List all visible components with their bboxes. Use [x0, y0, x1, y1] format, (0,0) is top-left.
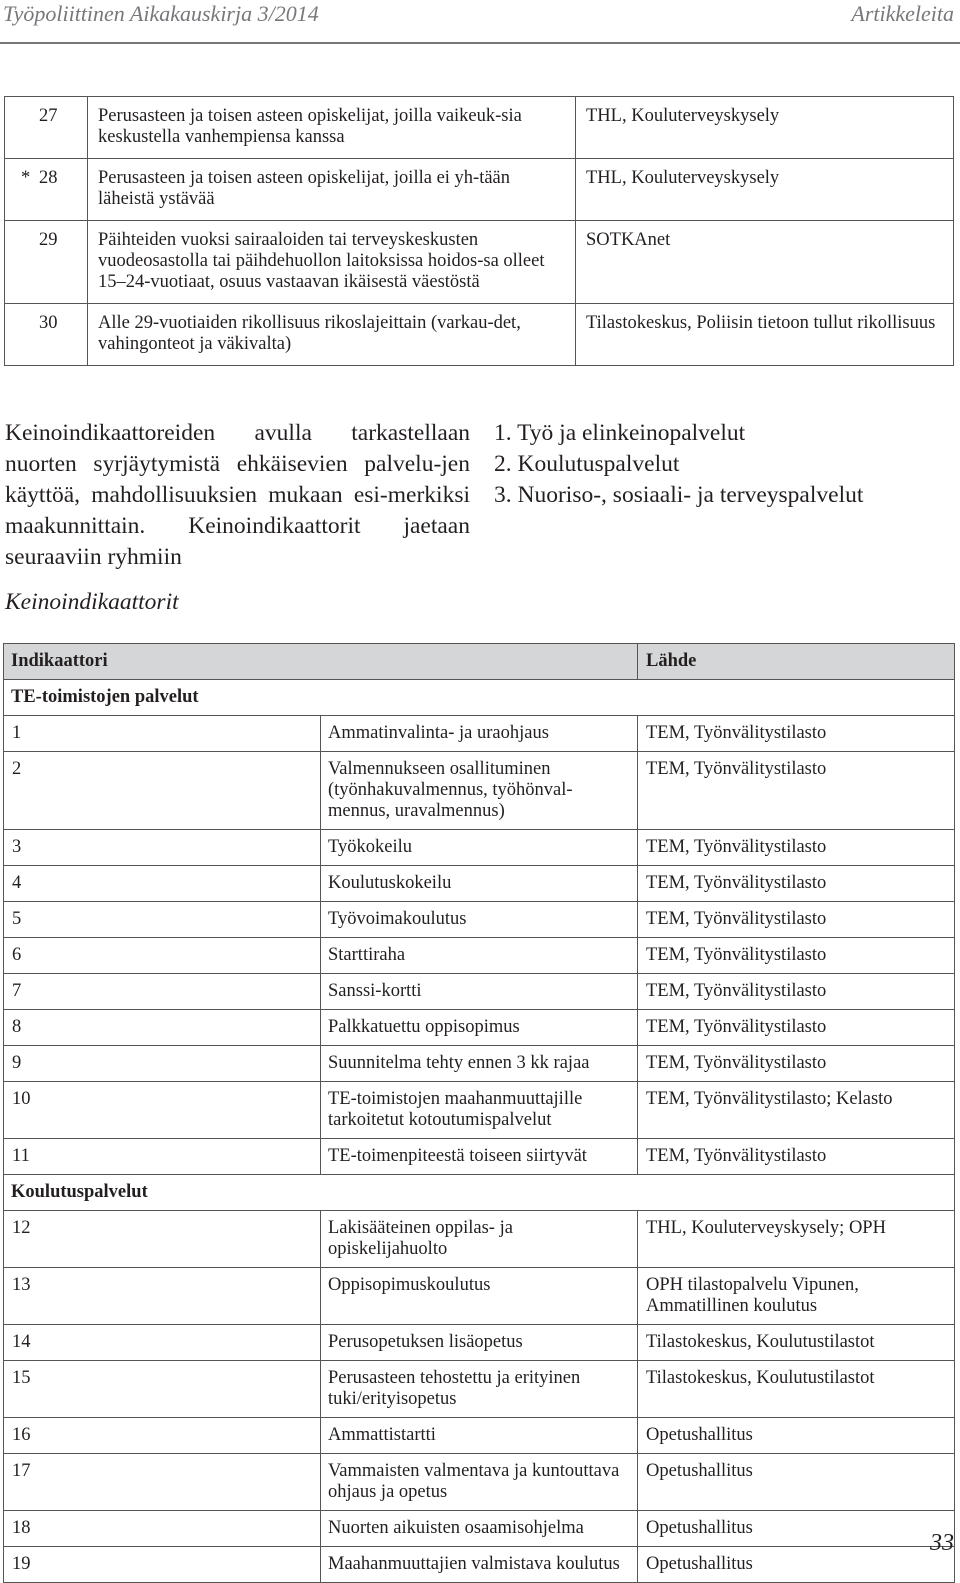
group-title: TE-toimistojen palvelut	[4, 680, 955, 716]
header-indicator: Indikaattori	[4, 644, 638, 680]
row-indicator: Lakisääteinen oppilas- ja opiskelijahuolto	[321, 1211, 638, 1268]
row-marker	[5, 221, 32, 304]
row-number: 30	[31, 304, 88, 366]
row-indicator: Perusasteen ja toisen asteen opiskelijat, joilla ei yh-tään läheistä ystävää	[88, 159, 576, 221]
indicator-table	[3, 643, 955, 1583]
row-indicator: Työvoimakoulutus	[321, 902, 638, 938]
group-list-item: 3. Nuoriso-, sosiaali- ja terveyspalvelut	[494, 482, 864, 508]
table-row	[5, 97, 954, 159]
row-number: 14	[4, 1325, 321, 1361]
row-source: Opetushallitus	[638, 1547, 955, 1583]
row-indicator: Koulutuskokeilu	[321, 866, 638, 902]
row-marker	[5, 304, 32, 366]
group-list	[494, 418, 934, 511]
row-indicator: Perusasteen tehostettu ja erityinen tuki/erityisopetus	[321, 1361, 638, 1418]
row-number: 12	[4, 1211, 321, 1268]
group-row	[4, 1175, 955, 1211]
table-header-row	[4, 644, 955, 680]
row-indicator: Perusasteen ja toisen asteen opiskelijat, joilla vaikeuk-sia keskustella vanhempiensa kanssa	[88, 97, 576, 159]
table-row	[4, 1454, 955, 1511]
table-row	[4, 902, 955, 938]
row-source: TEM, Työnvälitystilasto	[638, 974, 955, 1010]
row-source: TEM, Työnvälitystilasto	[638, 938, 955, 974]
row-source: Tilastokeskus, Poliisin tietoon tullut rikollisuus	[576, 304, 954, 366]
group-title: Koulutuspalvelut	[4, 1175, 955, 1211]
row-source: THL, Kouluterveyskysely; OPH	[638, 1211, 955, 1268]
body-paragraph: Keinoindikaattoreiden avulla tarkastellaan nuorten syrjäytymistä ehkäisevien palvelu-jen käyttöä, mahdollisuuksien mukaan esi-merkiksi maakunnittain. Keinoindikaattorit jaetaan seuraaviin ryhmiin	[5, 420, 470, 570]
row-source: THL, Kouluterveyskysely	[576, 159, 954, 221]
row-source: TEM, Työnvälitystilasto	[638, 1139, 955, 1175]
row-source: TEM, Työnvälitystilasto	[638, 1046, 955, 1082]
group-list-item: 1. Työ ja elinkeinopalvelut	[494, 420, 746, 446]
table-row	[4, 1325, 955, 1361]
row-source: TEM, Työnvälitystilasto	[638, 902, 955, 938]
row-number: 15	[4, 1361, 321, 1418]
header-source: Lähde	[638, 644, 955, 680]
row-source: Tilastokeskus, Koulutustilastot	[638, 1325, 955, 1361]
row-indicator: Nuorten aikuisten osaamisohjelma	[321, 1511, 638, 1547]
row-number: 9	[4, 1046, 321, 1082]
row-number: 19	[4, 1547, 321, 1583]
row-number: 2	[4, 752, 321, 830]
row-source: TEM, Työnvälitystilasto	[638, 866, 955, 902]
table-row	[5, 221, 954, 304]
journal-title: Työpoliittinen Aikakauskirja 3/2014	[3, 1, 319, 26]
section-title: Keinoindikaattorit	[5, 589, 179, 615]
row-indicator: Vammaisten valmentava ja kuntouttava ohjaus ja opetus	[321, 1454, 638, 1511]
table-row	[4, 1511, 955, 1547]
table-row	[4, 938, 955, 974]
row-source: Opetushallitus	[638, 1418, 955, 1454]
row-number: 4	[4, 866, 321, 902]
running-header	[0, 0, 960, 40]
table-row	[4, 1361, 955, 1418]
row-source: THL, Kouluterveyskysely	[576, 97, 954, 159]
row-indicator: Alle 29-vuotiaiden rikollisuus rikoslajeittain (varkau-det, vahingonteot ja väkivalta)	[88, 304, 576, 366]
row-source: Opetushallitus	[638, 1511, 955, 1547]
row-source: Tilastokeskus, Koulutustilastot	[638, 1361, 955, 1418]
continuation-table	[4, 96, 954, 366]
row-indicator: TE-toimistojen maahanmuuttajille tarkoitetut kotoutumispalvelut	[321, 1082, 638, 1139]
row-indicator: Palkkatuettu oppisopimus	[321, 1010, 638, 1046]
row-number: 6	[4, 938, 321, 974]
table-row	[4, 1010, 955, 1046]
row-source: TEM, Työnvälitystilasto	[638, 1010, 955, 1046]
row-source: TEM, Työnvälitystilasto; Kelasto	[638, 1082, 955, 1139]
row-number: 16	[4, 1418, 321, 1454]
row-marker: *	[5, 159, 32, 221]
row-source: SOTKAnet	[576, 221, 954, 304]
table-row	[4, 1268, 955, 1325]
group-row	[4, 680, 955, 716]
header-rule	[0, 42, 960, 44]
row-number: 10	[4, 1082, 321, 1139]
table-row	[4, 1418, 955, 1454]
row-source: OPH tilastopalvelu Vipunen, Ammatillinen koulutus	[638, 1268, 955, 1325]
row-number: 18	[4, 1511, 321, 1547]
row-marker	[5, 97, 32, 159]
row-number: 11	[4, 1139, 321, 1175]
row-indicator: Perusopetuksen lisäopetus	[321, 1325, 638, 1361]
table-row	[4, 752, 955, 830]
row-number: 13	[4, 1268, 321, 1325]
table-row	[5, 304, 954, 366]
row-source: Opetushallitus	[638, 1454, 955, 1511]
row-number: 28	[31, 159, 88, 221]
row-source: TEM, Työnvälitystilasto	[638, 752, 955, 830]
page-number: 33	[930, 1530, 954, 1556]
row-indicator: Ammattistartti	[321, 1418, 638, 1454]
table-row	[4, 1082, 955, 1139]
table-row	[4, 830, 955, 866]
row-indicator: Oppisopimuskoulutus	[321, 1268, 638, 1325]
row-number: 7	[4, 974, 321, 1010]
table-row	[4, 974, 955, 1010]
row-indicator: Sanssi-kortti	[321, 974, 638, 1010]
row-number: 27	[31, 97, 88, 159]
row-indicator: Työkokeilu	[321, 830, 638, 866]
row-source: TEM, Työnvälitystilasto	[638, 716, 955, 752]
row-number: 3	[4, 830, 321, 866]
table-row	[4, 716, 955, 752]
row-source: TEM, Työnvälitystilasto	[638, 830, 955, 866]
row-indicator: Valmennukseen osallituminen (työnhakuvalmennus, työhönval-mennus, uravalmennus)	[321, 752, 638, 830]
row-number: 17	[4, 1454, 321, 1511]
row-indicator: Ammatinvalinta- ja uraohjaus	[321, 716, 638, 752]
table-row	[4, 1547, 955, 1583]
table-row	[4, 1139, 955, 1175]
row-indicator: Maahanmuuttajien valmistava koulutus	[321, 1547, 638, 1583]
section-label: Artikkeleita	[851, 1, 954, 26]
table-row	[4, 866, 955, 902]
row-indicator: TE-toimenpiteestä toiseen siirtyvät	[321, 1139, 638, 1175]
table-row	[4, 1211, 955, 1268]
table-row	[4, 1046, 955, 1082]
row-indicator: Suunnitelma tehty ennen 3 kk rajaa	[321, 1046, 638, 1082]
row-indicator: Päihteiden vuoksi sairaaloiden tai terveyskeskusten vuodeosastolla tai päihdehuollon laitoksissa hoidos-sa olleet 15–24-vuotiaat, osuus vastaavan ikäisestä väestöstä	[88, 221, 576, 304]
row-number: 29	[31, 221, 88, 304]
row-indicator: Starttiraha	[321, 938, 638, 974]
row-number: 5	[4, 902, 321, 938]
row-number: 8	[4, 1010, 321, 1046]
group-list-item: 2. Koulutuspalvelut	[494, 451, 680, 477]
row-number: 1	[4, 716, 321, 752]
table-row	[5, 159, 954, 221]
